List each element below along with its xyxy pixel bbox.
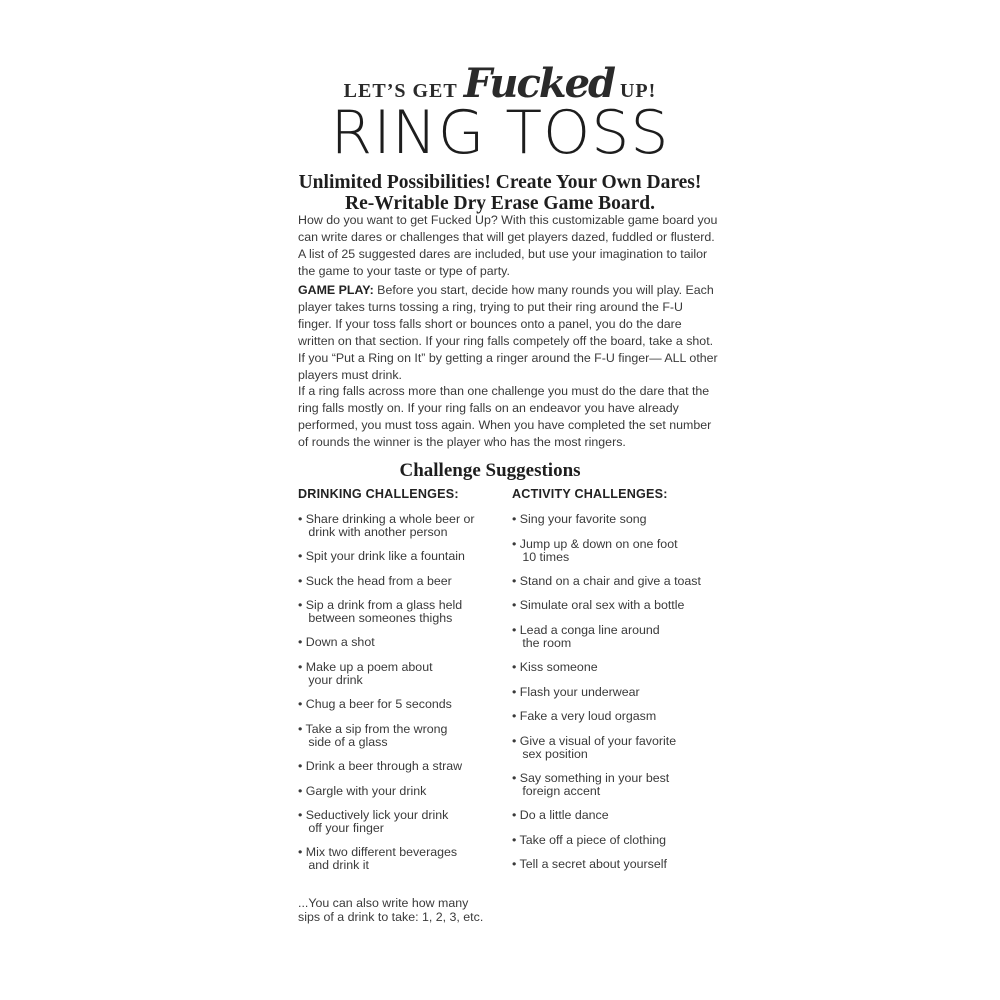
activity-item-11: • Do a little dance <box>512 808 609 822</box>
drinking-item-8: • Take a sip from the wrong side of a glass <box>298 722 448 749</box>
logo-script-word: Fucked <box>463 60 614 107</box>
drinking-item-11: • Seductively lick your drink off your finger <box>298 808 449 835</box>
activity-heading: ACTIVITY CHALLENGES: <box>512 487 668 501</box>
activity-item-3: • Stand on a chair and give a toast <box>512 574 701 588</box>
rules-paragraph: If a ring falls across more than one challenge you must do the dare that the ring falls mostly on. If your ring falls on an endeavor you have already performed, you must toss again. When you have completed the set number of rounds the winner is the player who has the most ringers. <box>298 384 712 449</box>
activity-item-12: • Take off a piece of clothing <box>512 833 667 847</box>
tagline <box>250 172 750 214</box>
activity-item-9: • Give a visual of your favorite sex position <box>512 734 677 761</box>
activity-item-7: • Flash your underwear <box>512 685 640 699</box>
activity-item-8: • Fake a very loud orgasm <box>512 709 657 723</box>
game-play-text: Before you start, decide how many rounds you will play. Each player takes turns tossing a ring, trying to put their ring around the F-U finger. If your toss falls short or bounces onto a panel, you do the dare written on that section. If your ring falls competely off the board, take a shot. If you “Put a Ring on It” by getting a ringer around the F-U finger— ALL other players must drink. <box>298 283 718 382</box>
drinking-item-6: • Make up a poem about your drink <box>298 660 433 687</box>
drinking-item-3: • Suck the head from a beer <box>298 574 452 588</box>
tagline-line-2: Re-Writable Dry Erase Game Board. <box>345 193 655 214</box>
drinking-heading: DRINKING CHALLENGES: <box>298 487 459 501</box>
drinking-item-4: • Sip a drink from a glass held between someones thighs <box>298 598 463 625</box>
drinking-item-9: • Drink a beer through a straw <box>298 759 463 773</box>
drinking-item-7: • Chug a beer for 5 seconds <box>298 697 452 711</box>
page-title: RING TOSS <box>330 98 670 168</box>
footer-note: ...You can also write how many sips of a drink to take: 1, 2, 3, etc. <box>298 896 484 924</box>
logo-prefix: LET’S GET <box>343 80 458 102</box>
drinking-item-2: • Spit your drink like a fountain <box>298 549 465 563</box>
drinking-item-1: • Share drinking a whole beer or drink with another person <box>298 512 475 539</box>
activity-item-1: • Sing your favorite song <box>512 512 647 526</box>
game-play-label: GAME PLAY: <box>298 283 374 297</box>
activity-item-6: • Kiss someone <box>512 660 598 674</box>
activity-item-2: • Jump up & down on one foot 10 times <box>512 537 678 564</box>
intro-paragraph: How do you want to get Fucked Up? With this customizable game board you can write dares or challenges that will get players dazed, fuddled or flusterd. A list of 25 suggested dares are included, but use your imagination to tailor the game to your taste or type of party. <box>298 213 718 278</box>
activity-item-4: • Simulate oral sex with a bottle <box>512 598 685 612</box>
drinking-item-12: • Mix two different beverages and drink it <box>298 845 458 872</box>
drinking-item-10: • Gargle with your drink <box>298 784 427 798</box>
tagline-line-1: Unlimited Possibilities! Create Your Own Dares! <box>298 172 702 193</box>
game-play-paragraph <box>298 282 718 384</box>
challenge-heading: Challenge Suggestions <box>399 460 581 481</box>
activity-item-5: • Lead a conga line around the room <box>512 623 660 650</box>
drinking-item-5: • Down a shot <box>298 635 375 649</box>
activity-item-13: • Tell a secret about yourself <box>512 857 667 871</box>
logo-suffix: UP! <box>619 80 657 102</box>
activity-item-10: • Say something in your best foreign accent <box>512 771 670 798</box>
